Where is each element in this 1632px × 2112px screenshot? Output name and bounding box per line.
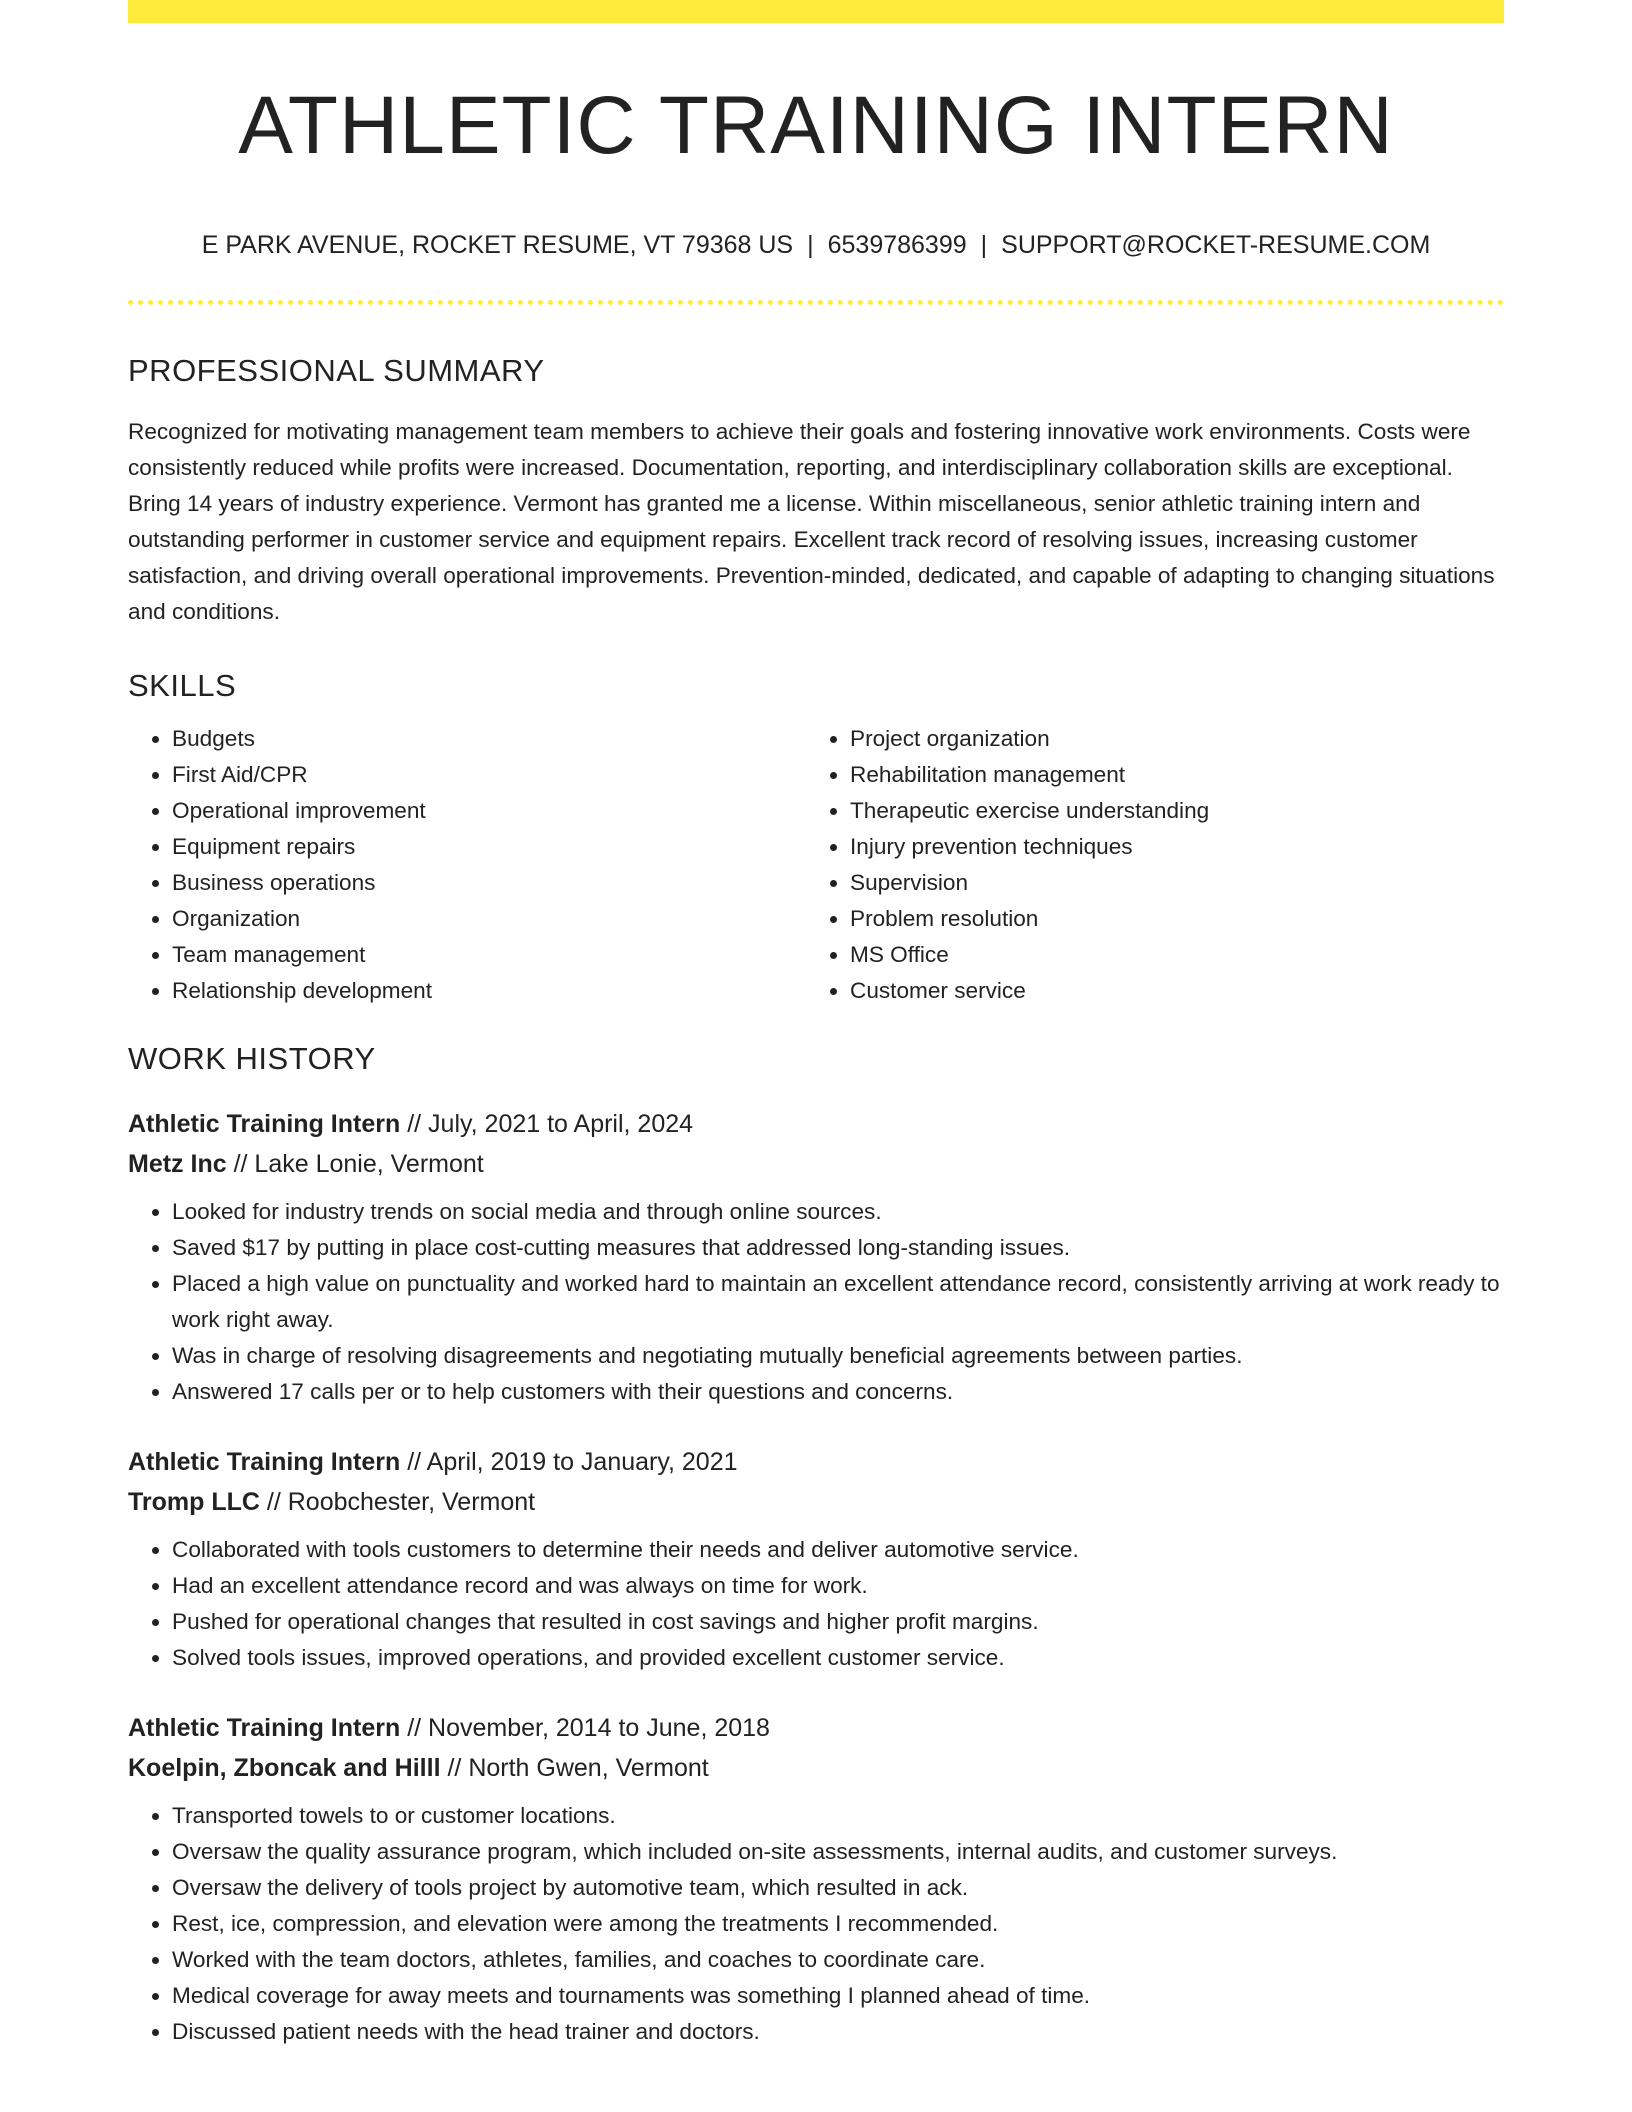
resume-page bbox=[128, 0, 1504, 2050]
job-title: Athletic Training Intern bbox=[128, 1448, 401, 1476]
job-company: Tromp LLC bbox=[128, 1488, 260, 1516]
contact-separator: | bbox=[807, 231, 814, 259]
job-bullet: • Discussed patient needs with the head trainer and doctors. bbox=[172, 2014, 1504, 2050]
job-bullet: • Solved tools issues, improved operations, and provided excellent customer service. bbox=[172, 1640, 1504, 1676]
job-title: Athletic Training Intern bbox=[128, 1714, 401, 1742]
skill-item: • Therapeutic exercise understanding bbox=[850, 793, 1484, 829]
job-bullet: • Placed a high value on punctuality and worked hard to maintain an excellent attendance record, consistently arriving at work ready to work right away. bbox=[172, 1266, 1504, 1338]
skill-item: • Organization bbox=[172, 901, 806, 937]
contact-phone: 6539786399 bbox=[827, 231, 967, 259]
job-bullet: • Oversaw the delivery of tools project by automotive team, which resulted in ack. bbox=[172, 1870, 1504, 1906]
skill-item: • Relationship development bbox=[172, 973, 806, 1009]
job-dates: November, 2014 to June, 2018 bbox=[428, 1714, 770, 1742]
skill-item: • Problem resolution bbox=[850, 901, 1484, 937]
section-heading-work: WORK HISTORY bbox=[128, 1041, 376, 1076]
skill-item: • Business operations bbox=[172, 865, 806, 901]
contact-address: E PARK AVENUE, ROCKET RESUME, VT 79368 US bbox=[201, 231, 794, 259]
skill-item: • Injury prevention techniques bbox=[850, 829, 1484, 865]
work-history-list bbox=[128, 1104, 1504, 2050]
summary-text: Recognized for motivating management team members to achieve their goals and fostering innovative work environments. Costs were consistently reduced while profits were increased. Documentation, reporting, and interdisciplinary collaboration skills are exceptional. Bring 14 years of industry experience. Vermont has granted me a license. Within miscellaneous, senior athletic training intern and outstanding performer in customer service and equipment repairs. Excellent track record of resolving issues, increasing customer satisfaction, and driving overall operational improvements. Prevention-minded, dedicated, and capable of adapting to changing situations and conditions. bbox=[128, 419, 1495, 624]
job-dates: July, 2021 to April, 2024 bbox=[428, 1110, 694, 1138]
job-dates: April, 2019 to January, 2021 bbox=[426, 1448, 738, 1476]
job-bullet: • Worked with the team doctors, athletes, families, and coaches to coordinate care. bbox=[172, 1942, 1504, 1978]
skill-item: • First Aid/CPR bbox=[172, 757, 806, 793]
job-company-line bbox=[128, 1144, 1504, 1184]
dotted-divider bbox=[128, 300, 1504, 305]
job-divider: // bbox=[259, 1488, 288, 1516]
job-bullet: • Rest, ice, compression, and elevation were among the treatments I recommended. bbox=[172, 1906, 1504, 1942]
skills-list-left bbox=[128, 721, 806, 1009]
job-entry bbox=[128, 1708, 1504, 2050]
skill-item: • Project organization bbox=[850, 721, 1484, 757]
section-heading-summary: PROFESSIONAL SUMMARY bbox=[128, 353, 545, 388]
job-divider: // bbox=[226, 1150, 255, 1178]
job-bullet: • Oversaw the quality assurance program, which included on-site assessments, internal audits, and customer surveys. bbox=[172, 1834, 1504, 1870]
job-bullet: • Looked for industry trends on social media and through online sources. bbox=[172, 1194, 1504, 1230]
job-bullet: • Medical coverage for away meets and tournaments was something I planned ahead of time. bbox=[172, 1978, 1504, 2014]
skill-item: • Customer service bbox=[850, 973, 1484, 1009]
skill-item: • MS Office bbox=[850, 937, 1484, 973]
resume-title: ATHLETIC TRAINING INTERN bbox=[238, 80, 1394, 171]
job-entry bbox=[128, 1104, 1504, 1410]
skill-item: • Operational improvement bbox=[172, 793, 806, 829]
job-company: Koelpin, Zboncak and Hilll bbox=[128, 1754, 441, 1782]
job-bullets bbox=[128, 1798, 1504, 2050]
job-divider: // bbox=[400, 1714, 429, 1742]
job-divider: // bbox=[400, 1110, 429, 1138]
job-company-line bbox=[128, 1748, 1504, 1788]
section-heading-skills: SKILLS bbox=[128, 668, 237, 703]
skill-item: • Budgets bbox=[172, 721, 806, 757]
contact-separator: | bbox=[980, 231, 988, 259]
job-title-line bbox=[128, 1708, 1504, 1748]
job-bullet: • Transported towels to or customer locations. bbox=[172, 1798, 1504, 1834]
skill-item: • Supervision bbox=[850, 865, 1484, 901]
skills-columns bbox=[128, 721, 1504, 1009]
job-location: North Gwen, Vermont bbox=[468, 1754, 709, 1782]
job-title: Athletic Training Intern bbox=[128, 1110, 401, 1138]
skill-item: • Rehabilitation management bbox=[850, 757, 1484, 793]
accent-top-bar bbox=[128, 0, 1504, 23]
job-company: Metz Inc bbox=[128, 1150, 227, 1178]
job-bullet: • Saved $17 by putting in place cost-cutting measures that addressed long-standing issues. bbox=[172, 1230, 1504, 1266]
job-location: Roobchester, Vermont bbox=[287, 1488, 536, 1516]
job-bullet: • Pushed for operational changes that resulted in cost savings and higher profit margins. bbox=[172, 1604, 1504, 1640]
job-bullet: • Had an excellent attendance record and was always on time for work. bbox=[172, 1568, 1504, 1604]
job-title-line bbox=[128, 1104, 1504, 1144]
job-bullets bbox=[128, 1532, 1504, 1676]
job-company-line bbox=[128, 1482, 1504, 1522]
job-bullets bbox=[128, 1194, 1504, 1410]
job-bullet: • Answered 17 calls per or to help customers with their questions and concerns. bbox=[172, 1374, 1504, 1410]
skill-item: • Equipment repairs bbox=[172, 829, 806, 865]
skill-item: • Team management bbox=[172, 937, 806, 973]
job-entry bbox=[128, 1442, 1504, 1676]
contact-email: SUPPORT@ROCKET-RESUME.COM bbox=[1001, 231, 1431, 259]
job-bullet: • Was in charge of resolving disagreements and negotiating mutually beneficial agreements between parties. bbox=[172, 1338, 1504, 1374]
job-divider: // bbox=[400, 1448, 427, 1476]
contact-line bbox=[128, 233, 1504, 258]
job-bullet: • Collaborated with tools customers to determine their needs and deliver automotive service. bbox=[172, 1532, 1504, 1568]
skills-list-right bbox=[806, 721, 1484, 1009]
job-location: Lake Lonie, Vermont bbox=[254, 1150, 484, 1178]
job-divider: // bbox=[440, 1754, 469, 1782]
job-title-line bbox=[128, 1442, 1504, 1482]
